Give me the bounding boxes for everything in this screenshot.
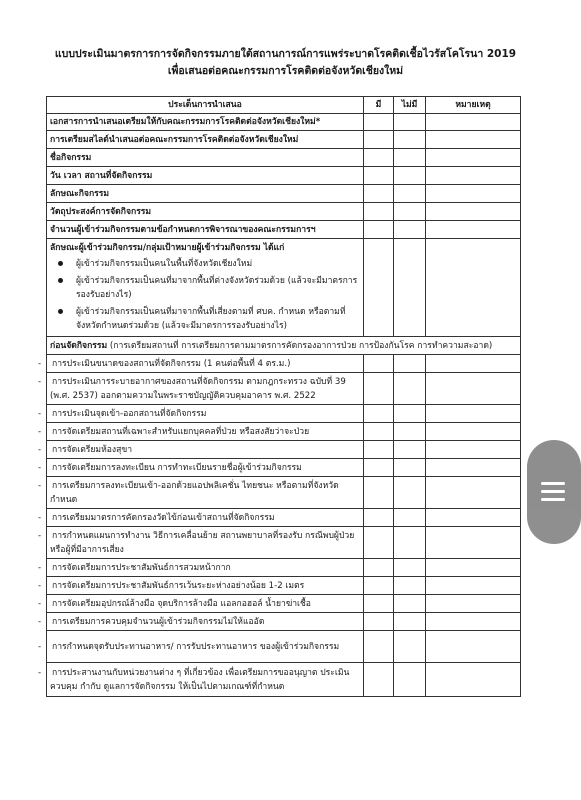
bullet-text: ผู้เข้าร่วมกิจกรรมเป็นคนที่มาจากพื้นที่ต่างจังหวัดร่วมด้วย (แล้วจะมีมาตรการรองรับอย่างไร) xyxy=(76,276,358,300)
remark-cell[interactable] xyxy=(426,203,521,221)
bullet-dot-icon xyxy=(58,309,63,314)
table-row xyxy=(47,131,521,149)
no-cell[interactable] xyxy=(394,185,426,203)
sub-item-cell xyxy=(38,595,364,613)
yes-cell[interactable] xyxy=(364,131,394,149)
no-cell[interactable] xyxy=(394,663,426,697)
remark-cell[interactable] xyxy=(426,114,521,131)
sub-item-cell xyxy=(38,423,364,441)
yes-cell[interactable] xyxy=(364,149,394,167)
document-title xyxy=(30,46,541,80)
title-line-2: เพื่อเสนอต่อคณะกรรมการโรคติดต่อจังหวัดเชียงใหม่ xyxy=(167,65,404,77)
table-row xyxy=(47,114,521,131)
remark-cell[interactable] xyxy=(426,185,521,203)
no-cell[interactable] xyxy=(394,114,426,131)
table-row xyxy=(47,373,521,405)
remark-cell[interactable] xyxy=(426,355,521,373)
no-cell[interactable] xyxy=(394,441,426,459)
no-cell[interactable] xyxy=(394,527,426,559)
participants-cell xyxy=(47,239,364,337)
assessment-table xyxy=(38,96,521,697)
handle-grip-icon xyxy=(541,498,565,501)
yes-cell[interactable] xyxy=(364,441,394,459)
no-cell[interactable] xyxy=(394,459,426,477)
yes-cell[interactable] xyxy=(364,559,394,577)
bullet-text: ผู้เข้าร่วมกิจกรรมเป็นคนในพื้นที่จังหวัดเชียงใหม่ xyxy=(76,259,253,269)
remark-cell[interactable] xyxy=(426,595,521,613)
col-header-yes: มี xyxy=(364,97,394,114)
yes-cell[interactable] xyxy=(364,221,394,239)
yes-cell[interactable] xyxy=(364,527,394,559)
dash-marker: - xyxy=(38,562,42,573)
table-row xyxy=(47,185,521,203)
yes-cell[interactable] xyxy=(364,631,394,663)
table-row xyxy=(47,577,521,595)
sub-item-cell xyxy=(38,577,364,595)
row-topic: การเตรียมสไลด์นำเสนอต่อคณะกรรมการโรคติดต่อจังหวัดเชียงใหม่ xyxy=(47,131,364,149)
row-topic: ลักษณะกิจกรรม xyxy=(47,185,364,203)
sub-item-text: การจัดเตรียมการประชาสัมพันธ์การสวมหน้ากาก xyxy=(52,562,231,573)
sub-item-cell xyxy=(38,405,364,423)
dash-marker: - xyxy=(38,598,42,609)
sub-item-text: การประสานงานกับหน่วยงานต่าง ๆ ที่เกี่ยวข้อง เพื่อเตรียมการขออนุญาต ประเมิน ควบคุม กำกับ ดูแลการจัดกิจกรรม ให้เป็นไปตามเกณฑ์ที่กำหนด xyxy=(50,667,350,692)
yes-cell[interactable] xyxy=(364,203,394,221)
remark-cell[interactable] xyxy=(426,373,521,405)
bullet-item xyxy=(50,274,360,302)
remark-cell[interactable] xyxy=(426,477,521,509)
dash-marker: - xyxy=(38,480,42,491)
dash-marker: - xyxy=(38,408,42,419)
sub-item-cell xyxy=(38,527,364,559)
dash-marker: - xyxy=(38,530,42,541)
remark-cell[interactable] xyxy=(426,441,521,459)
participants-row xyxy=(47,239,521,337)
sub-item-cell xyxy=(38,355,364,373)
yes-cell[interactable] xyxy=(364,613,394,631)
no-cell[interactable] xyxy=(394,509,426,527)
yes-cell[interactable] xyxy=(364,477,394,509)
remark-cell[interactable] xyxy=(426,167,521,185)
remark-cell[interactable] xyxy=(426,221,521,239)
sub-item-cell xyxy=(38,631,364,663)
no-cell[interactable] xyxy=(394,373,426,405)
sub-item-text: การประเมินการระบายอากาศของสถานที่จัดกิจกรรม ตามกฎกระทรวง ฉบับที่ 39 (พ.ศ. 2537) ออกตามความในพระราชบัญญัติควบคุมอาคาร พ.ศ. 2522 xyxy=(50,376,346,401)
no-cell[interactable] xyxy=(394,477,426,509)
dash-marker: - xyxy=(38,667,42,678)
title-line-1: แบบประเมินมาตรการการจัดกิจกรรมภายใต้สถานการณ์การแพร่ระบาดโรคติดเชื้อไวรัสโคโรนา 2019 xyxy=(54,48,517,60)
table-header-row xyxy=(47,97,521,114)
sub-item-cell xyxy=(38,477,364,509)
sub-item-text: การกำหนดจุดรับประทานอาหาร/ การรับประทานอาหาร ของผู้เข้าร่วมกิจกรรม xyxy=(52,641,340,652)
sub-item-text: การกำหนดแผนการทำงาน วิธีการเคลื่อนย้าย สถานพยาบาลที่รองรับ กรณีพบผู้ป่วยหรือผู้ที่มีอาการเสี่ยง xyxy=(50,530,355,555)
sub-item-text: การจัดเตรียมการประชาสัมพันธ์การเว้นระยะห่างอย่างน้อย 1-2 เมตร xyxy=(52,580,305,591)
sub-item-text: การเตรียมการควบคุมจำนวนผู้เข้าร่วมกิจกรรมไม่ให้แออัด xyxy=(52,616,265,627)
dash-marker: - xyxy=(38,462,42,473)
no-cell[interactable] xyxy=(394,405,426,423)
table-row xyxy=(47,203,521,221)
sub-item-cell xyxy=(38,613,364,631)
bullet-item xyxy=(50,305,360,333)
table-row xyxy=(47,441,521,459)
sub-item-cell xyxy=(38,559,364,577)
section-title-bold: ก่อนจัดกิจกรรม xyxy=(50,340,108,351)
row-topic: วัตถุประสงค์การจัดกิจกรรม xyxy=(47,203,364,221)
remark-cell[interactable] xyxy=(426,559,521,577)
col-header-topic: ประเด็นการนำเสนอ xyxy=(47,97,364,114)
remark-cell[interactable] xyxy=(426,663,521,697)
yes-cell[interactable] xyxy=(364,373,394,405)
dash-marker: - xyxy=(38,512,42,523)
section-title xyxy=(47,337,521,355)
sub-item-cell xyxy=(38,373,364,405)
yes-cell[interactable] xyxy=(364,185,394,203)
table-row xyxy=(47,167,521,185)
bullet-dot-icon xyxy=(58,278,63,283)
yes-cell[interactable] xyxy=(364,167,394,185)
row-topic: วัน เวลา สถานที่จัดกิจกรรม xyxy=(47,167,364,185)
yes-cell[interactable] xyxy=(364,509,394,527)
row-topic: จำนวนผู้เข้าร่วมกิจกรรมตามข้อกำหนดการพิจารณาของคณะกรรมการฯ xyxy=(47,221,364,239)
remark-cell[interactable] xyxy=(426,509,521,527)
col-header-no: ไม่มี xyxy=(394,97,426,114)
section-row-before-event xyxy=(47,337,521,355)
scroll-handle[interactable] xyxy=(527,440,581,544)
participants-title: ลักษณะผู้เข้าร่วมกิจกรรม/กลุ่มเป้าหมายผู้เข้าร่วมกิจกรรม ได้แก่ xyxy=(50,243,285,253)
section-title-rest: (การเตรียมสถานที่ การเตรียมการตามมาตรการคัดกรองอาการป่วย การป้องกันโรค การทำความสะอาด) xyxy=(107,340,493,351)
remark-cell[interactable] xyxy=(426,423,521,441)
no-cell[interactable] xyxy=(394,355,426,373)
remark-cell[interactable] xyxy=(426,149,521,167)
table-row xyxy=(47,355,521,373)
row-topic: ชื่อกิจกรรม xyxy=(47,149,364,167)
sub-item-text: การเตรียมมาตรการคัดกรองวัดไข้ก่อนเข้าสถานที่จัดกิจกรรม xyxy=(52,512,275,523)
remark-cell[interactable] xyxy=(426,577,521,595)
no-cell[interactable] xyxy=(394,131,426,149)
bullet-dot-icon xyxy=(58,261,63,266)
remark-cell[interactable] xyxy=(426,405,521,423)
yes-cell[interactable] xyxy=(364,114,394,131)
yes-cell[interactable] xyxy=(364,355,394,373)
bullet-text: ผู้เข้าร่วมกิจกรรมเป็นคนที่มาจากพื้นที่เสี่ยงตามที่ ศบค. กำหนด หรือตามที่จังหวัดกำหนดร่วมด้วย (แล้วจะมีมาตรการรองรับอย่างไร) xyxy=(76,307,346,331)
yes-cell[interactable] xyxy=(364,577,394,595)
handle-grip-icon xyxy=(541,482,565,485)
yes-cell[interactable] xyxy=(364,459,394,477)
dash-marker: - xyxy=(38,641,42,652)
table-row xyxy=(47,459,521,477)
sub-item-text: การจัดเตรียมอุปกรณ์ล้างมือ จุดบริการล้างมือ แอลกอฮอล์ น้ำยาฆ่าเชื้อ xyxy=(52,598,311,609)
table-row xyxy=(47,221,521,239)
no-cell[interactable] xyxy=(394,595,426,613)
handle-grip-icon xyxy=(541,490,565,493)
sub-item-text: การเตรียมการลงทะเบียนเข้า-ออกด้วยแอปพลิเคชั่น ไทยชนะ หรือตามที่จังหวัดกำหนด xyxy=(50,480,339,505)
no-cell[interactable] xyxy=(394,577,426,595)
remark-cell[interactable] xyxy=(426,527,521,559)
dash-marker: - xyxy=(38,444,42,455)
no-cell[interactable] xyxy=(394,423,426,441)
no-cell[interactable] xyxy=(394,221,426,239)
no-cell[interactable] xyxy=(394,239,426,337)
no-cell[interactable] xyxy=(394,613,426,631)
table-row xyxy=(47,631,521,663)
sub-item-text: การจัดเตรียมห้องสุขา xyxy=(52,444,133,455)
dash-marker: - xyxy=(38,376,42,387)
sub-item-cell xyxy=(38,509,364,527)
no-cell[interactable] xyxy=(394,167,426,185)
yes-cell[interactable] xyxy=(364,595,394,613)
table-row xyxy=(47,509,521,527)
sub-item-text: การจัดเตรียมการลงทะเบียน การทำทะเบียนรายชื่อผู้เข้าร่วมกิจกรรม xyxy=(52,462,302,473)
sub-item-text: การประเมินจุดเข้า-ออกสถานที่จัดกิจกรรม xyxy=(52,408,207,419)
yes-cell[interactable] xyxy=(364,405,394,423)
sub-item-text: การจัดเตรียมสถานที่เฉพาะสำหรับแยกบุคคลที่ป่วย หรือสงสัยว่าจะป่วย xyxy=(52,426,310,437)
table-row xyxy=(47,559,521,577)
sub-item-cell xyxy=(38,459,364,477)
yes-cell[interactable] xyxy=(364,423,394,441)
table-row xyxy=(47,663,521,697)
table-row xyxy=(47,595,521,613)
no-cell[interactable] xyxy=(394,559,426,577)
dash-marker: - xyxy=(38,580,42,591)
dash-marker: - xyxy=(38,426,42,437)
sub-item-cell xyxy=(38,441,364,459)
remark-cell[interactable] xyxy=(426,459,521,477)
table-row xyxy=(47,613,521,631)
sub-item-cell xyxy=(38,663,364,697)
sub-item-text: การประเมินขนาดของสถานที่จัดกิจกรรม (1 คนต่อพื้นที่ 4 ตร.ม.) xyxy=(52,358,291,369)
row-topic: เอกสารการนำเสนอเตรียมให้กับคณะกรรมการโรคติดต่อจังหวัดเชียงใหม่* xyxy=(47,114,364,131)
col-header-remark: หมายเหตุ xyxy=(426,97,521,114)
no-cell[interactable] xyxy=(394,149,426,167)
remark-cell[interactable] xyxy=(426,613,521,631)
bullet-item xyxy=(50,257,360,271)
table-row xyxy=(47,149,521,167)
table-row xyxy=(47,405,521,423)
no-cell[interactable] xyxy=(394,631,426,663)
yes-cell[interactable] xyxy=(364,663,394,697)
yes-cell[interactable] xyxy=(364,239,394,337)
remark-cell[interactable] xyxy=(426,239,521,337)
dash-marker: - xyxy=(38,616,42,627)
table-row xyxy=(47,423,521,441)
remark-cell[interactable] xyxy=(426,631,521,663)
remark-cell[interactable] xyxy=(426,131,521,149)
no-cell[interactable] xyxy=(394,203,426,221)
dash-marker: - xyxy=(38,358,42,369)
table-row xyxy=(47,527,521,559)
table-row xyxy=(47,477,521,509)
